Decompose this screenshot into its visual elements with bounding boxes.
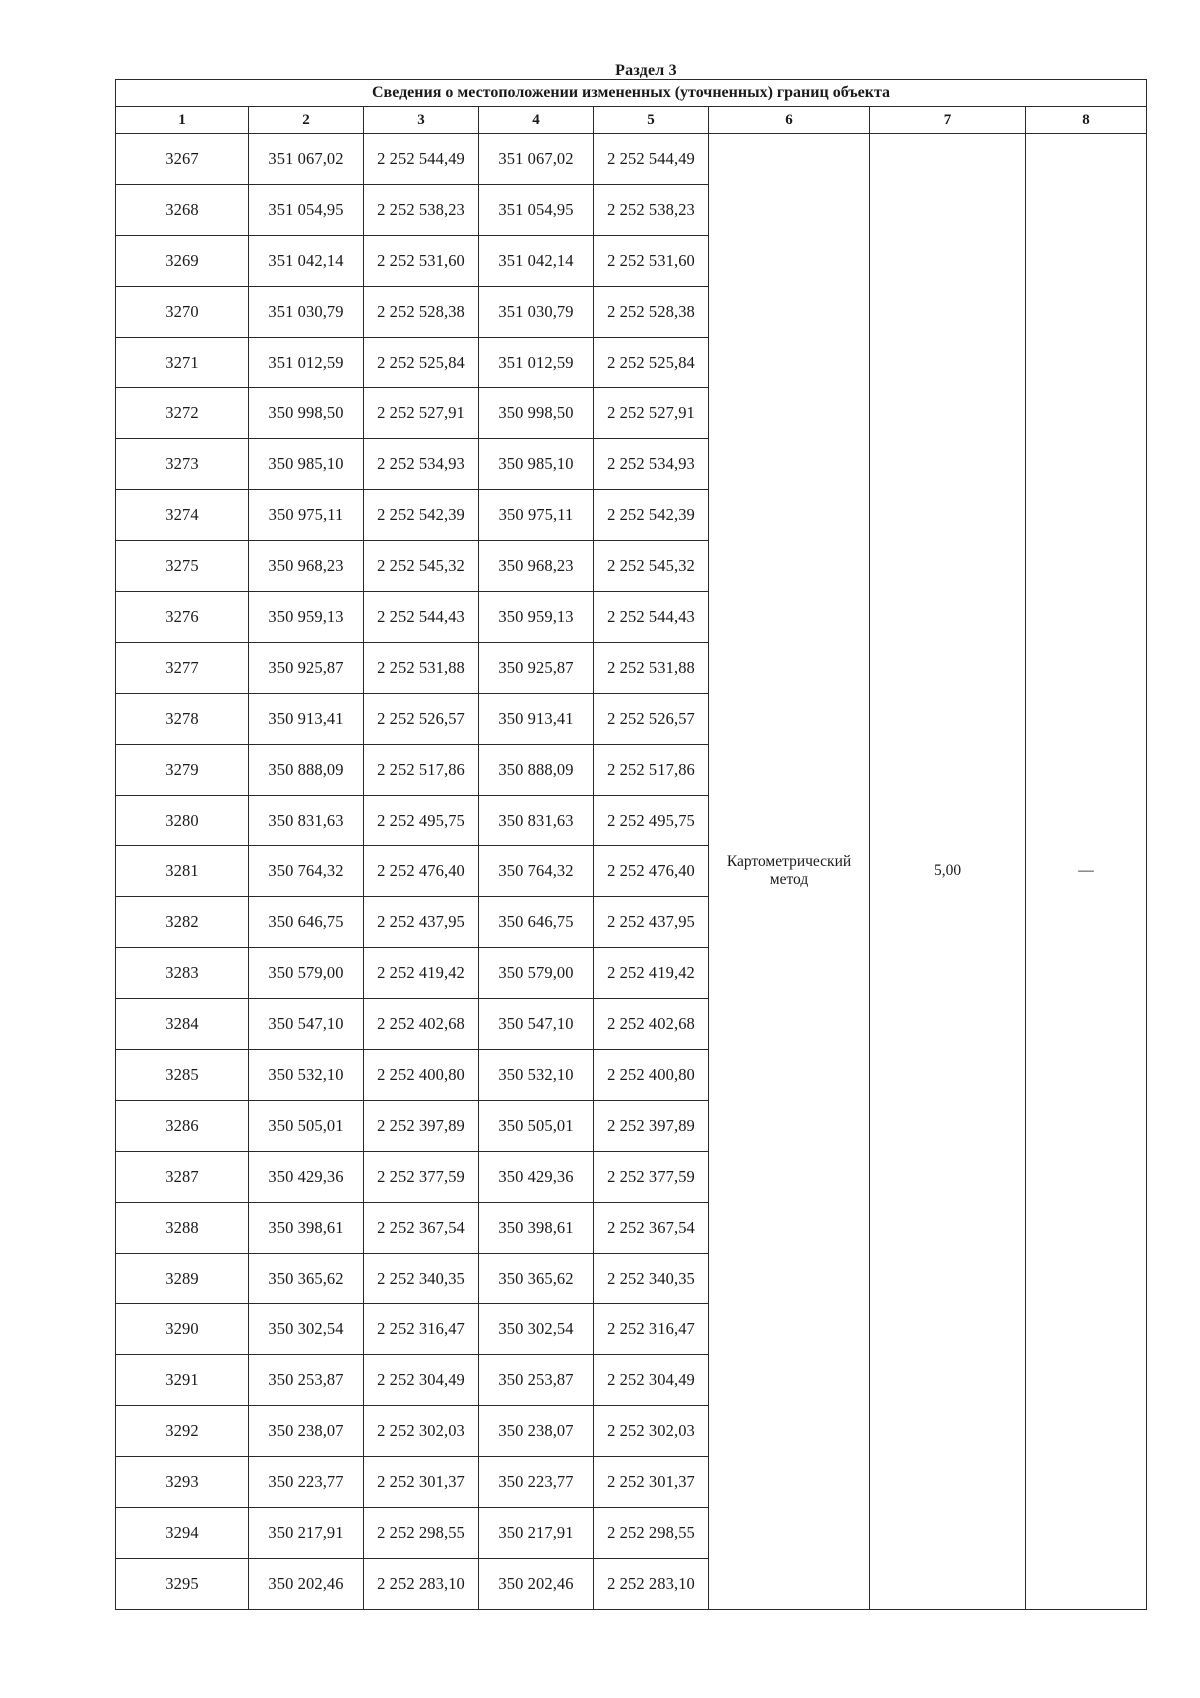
refined-x-cell: 350 429,36 (479, 1151, 594, 1202)
refined-x-cell: 350 831,63 (479, 795, 594, 846)
refined-x-cell: 350 505,01 (479, 1100, 594, 1151)
refined-y-cell: 2 252 476,40 (594, 846, 709, 897)
existing-x-cell: 350 831,63 (249, 795, 364, 846)
refined-x-cell: 350 913,41 (479, 693, 594, 744)
existing-y-cell: 2 252 534,93 (364, 439, 479, 490)
existing-y-cell: 2 252 316,47 (364, 1304, 479, 1355)
refined-x-cell: 350 925,87 (479, 642, 594, 693)
point-number-cell: 3293 (116, 1457, 249, 1508)
refined-y-cell: 2 252 538,23 (594, 184, 709, 235)
existing-x-cell: 351 030,79 (249, 286, 364, 337)
existing-y-cell: 2 252 526,57 (364, 693, 479, 744)
refined-y-cell: 2 252 304,49 (594, 1355, 709, 1406)
existing-y-cell: 2 252 531,60 (364, 235, 479, 286)
existing-x-cell: 350 223,77 (249, 1457, 364, 1508)
existing-y-cell: 2 252 527,91 (364, 388, 479, 439)
point-number-cell: 3276 (116, 592, 249, 643)
point-number-cell: 3277 (116, 642, 249, 693)
existing-x-cell: 350 968,23 (249, 541, 364, 592)
existing-y-cell: 2 252 304,49 (364, 1355, 479, 1406)
point-number-cell: 3283 (116, 948, 249, 999)
existing-y-cell: 2 252 419,42 (364, 948, 479, 999)
refined-x-cell: 350 253,87 (479, 1355, 594, 1406)
existing-x-cell: 350 925,87 (249, 642, 364, 693)
existing-x-cell: 350 985,10 (249, 439, 364, 490)
refined-y-cell: 2 252 545,32 (594, 541, 709, 592)
column-number: 1 (116, 107, 249, 134)
column-number-row (116, 107, 1147, 134)
point-number-cell: 3291 (116, 1355, 249, 1406)
point-number-cell: 3282 (116, 897, 249, 948)
point-number-cell: 3274 (116, 490, 249, 541)
refined-y-cell: 2 252 517,86 (594, 744, 709, 795)
refined-x-cell: 351 012,59 (479, 337, 594, 388)
refined-y-cell: 2 252 316,47 (594, 1304, 709, 1355)
refined-x-cell: 351 054,95 (479, 184, 594, 235)
existing-x-cell: 350 975,11 (249, 490, 364, 541)
refined-y-cell: 2 252 544,43 (594, 592, 709, 643)
existing-y-cell: 2 252 400,80 (364, 1050, 479, 1101)
refined-x-cell: 350 398,61 (479, 1202, 594, 1253)
existing-y-cell: 2 252 367,54 (364, 1202, 479, 1253)
refined-y-cell: 2 252 340,35 (594, 1253, 709, 1304)
point-number-cell: 3284 (116, 999, 249, 1050)
table-caption: Сведения о местоположении измененных (уточненных) границ объекта (116, 80, 1147, 107)
existing-x-cell: 351 042,14 (249, 235, 364, 286)
refined-y-cell: 2 252 302,03 (594, 1406, 709, 1457)
existing-x-cell: 350 429,36 (249, 1151, 364, 1202)
existing-x-cell: 350 238,07 (249, 1406, 364, 1457)
refined-y-cell: 2 252 437,95 (594, 897, 709, 948)
column-number: 6 (709, 107, 870, 134)
existing-y-cell: 2 252 298,55 (364, 1508, 479, 1559)
existing-x-cell: 350 959,13 (249, 592, 364, 643)
refined-x-cell: 351 042,14 (479, 235, 594, 286)
point-number-cell: 3275 (116, 541, 249, 592)
refined-y-cell: 2 252 495,75 (594, 795, 709, 846)
refined-y-cell: 2 252 377,59 (594, 1151, 709, 1202)
existing-x-cell: 350 888,09 (249, 744, 364, 795)
refined-y-cell: 2 252 526,57 (594, 693, 709, 744)
existing-y-cell: 2 252 542,39 (364, 490, 479, 541)
point-number-cell: 3285 (116, 1050, 249, 1101)
column-number: 8 (1026, 107, 1147, 134)
existing-x-cell: 350 764,32 (249, 846, 364, 897)
existing-x-cell: 351 067,02 (249, 134, 364, 185)
existing-y-cell: 2 252 525,84 (364, 337, 479, 388)
refined-y-cell: 2 252 400,80 (594, 1050, 709, 1101)
refined-x-cell: 350 223,77 (479, 1457, 594, 1508)
existing-y-cell: 2 252 397,89 (364, 1100, 479, 1151)
existing-x-cell: 350 547,10 (249, 999, 364, 1050)
refined-y-cell: 2 252 544,49 (594, 134, 709, 185)
existing-y-cell: 2 252 377,59 (364, 1151, 479, 1202)
existing-y-cell: 2 252 544,49 (364, 134, 479, 185)
point-number-cell: 3294 (116, 1508, 249, 1559)
refined-x-cell: 351 067,02 (479, 134, 594, 185)
point-number-cell: 3286 (116, 1100, 249, 1151)
point-number-cell: 3268 (116, 184, 249, 235)
refined-y-cell: 2 252 531,60 (594, 235, 709, 286)
refined-x-cell: 350 764,32 (479, 846, 594, 897)
point-number-cell: 3278 (116, 693, 249, 744)
accuracy-cell: 5,00 (870, 134, 1026, 1610)
existing-y-cell: 2 252 528,38 (364, 286, 479, 337)
refined-x-cell: 350 302,54 (479, 1304, 594, 1355)
existing-y-cell: 2 252 495,75 (364, 795, 479, 846)
refined-y-cell: 2 252 531,88 (594, 642, 709, 693)
refined-x-cell: 350 365,62 (479, 1253, 594, 1304)
column-number: 7 (870, 107, 1026, 134)
refined-x-cell: 350 975,11 (479, 490, 594, 541)
description-cell: — (1026, 134, 1147, 1610)
point-number-cell: 3269 (116, 235, 249, 286)
existing-y-cell: 2 252 545,32 (364, 541, 479, 592)
existing-y-cell: 2 252 531,88 (364, 642, 479, 693)
existing-x-cell: 350 646,75 (249, 897, 364, 948)
refined-y-cell: 2 252 397,89 (594, 1100, 709, 1151)
existing-y-cell: 2 252 517,86 (364, 744, 479, 795)
refined-y-cell: 2 252 534,93 (594, 439, 709, 490)
existing-y-cell: 2 252 302,03 (364, 1406, 479, 1457)
refined-x-cell: 350 985,10 (479, 439, 594, 490)
refined-x-cell: 350 579,00 (479, 948, 594, 999)
point-number-cell: 3288 (116, 1202, 249, 1253)
existing-x-cell: 351 012,59 (249, 337, 364, 388)
existing-x-cell: 350 913,41 (249, 693, 364, 744)
refined-x-cell: 350 646,75 (479, 897, 594, 948)
existing-x-cell: 350 365,62 (249, 1253, 364, 1304)
existing-y-cell: 2 252 437,95 (364, 897, 479, 948)
point-number-cell: 3280 (116, 795, 249, 846)
existing-y-cell: 2 252 283,10 (364, 1558, 479, 1609)
refined-x-cell: 350 238,07 (479, 1406, 594, 1457)
column-number: 5 (594, 107, 709, 134)
column-number: 3 (364, 107, 479, 134)
existing-y-cell: 2 252 544,43 (364, 592, 479, 643)
refined-y-cell: 2 252 419,42 (594, 948, 709, 999)
point-number-cell: 3281 (116, 846, 249, 897)
refined-y-cell: 2 252 525,84 (594, 337, 709, 388)
refined-y-cell: 2 252 298,55 (594, 1508, 709, 1559)
existing-x-cell: 350 217,91 (249, 1508, 364, 1559)
existing-x-cell: 350 505,01 (249, 1100, 364, 1151)
method-cell: Картометрический метод (709, 134, 870, 1610)
section-title: Раздел 3 (615, 62, 677, 79)
point-number-cell: 3287 (116, 1151, 249, 1202)
existing-x-cell: 350 532,10 (249, 1050, 364, 1101)
refined-x-cell: 350 532,10 (479, 1050, 594, 1101)
column-number: 2 (249, 107, 364, 134)
point-number-cell: 3267 (116, 134, 249, 185)
refined-y-cell: 2 252 367,54 (594, 1202, 709, 1253)
existing-x-cell: 350 202,46 (249, 1558, 364, 1609)
point-number-cell: 3279 (116, 744, 249, 795)
point-number-cell: 3289 (116, 1253, 249, 1304)
existing-x-cell: 350 398,61 (249, 1202, 364, 1253)
point-number-cell: 3271 (116, 337, 249, 388)
point-number-cell: 3272 (116, 388, 249, 439)
existing-x-cell: 350 253,87 (249, 1355, 364, 1406)
existing-y-cell: 2 252 538,23 (364, 184, 479, 235)
refined-x-cell: 350 547,10 (479, 999, 594, 1050)
existing-x-cell: 350 579,00 (249, 948, 364, 999)
refined-x-cell: 351 030,79 (479, 286, 594, 337)
existing-y-cell: 2 252 301,37 (364, 1457, 479, 1508)
existing-x-cell: 350 998,50 (249, 388, 364, 439)
refined-y-cell: 2 252 301,37 (594, 1457, 709, 1508)
column-number: 4 (479, 107, 594, 134)
point-number-cell: 3290 (116, 1304, 249, 1355)
point-number-cell: 3270 (116, 286, 249, 337)
point-number-cell: 3292 (116, 1406, 249, 1457)
refined-x-cell: 350 959,13 (479, 592, 594, 643)
refined-y-cell: 2 252 283,10 (594, 1558, 709, 1609)
existing-x-cell: 351 054,95 (249, 184, 364, 235)
table-body (116, 134, 1147, 1610)
refined-y-cell: 2 252 528,38 (594, 286, 709, 337)
refined-x-cell: 350 968,23 (479, 541, 594, 592)
existing-x-cell: 350 302,54 (249, 1304, 364, 1355)
refined-y-cell: 2 252 542,39 (594, 490, 709, 541)
existing-y-cell: 2 252 402,68 (364, 999, 479, 1050)
refined-x-cell: 350 202,46 (479, 1558, 594, 1609)
refined-x-cell: 350 217,91 (479, 1508, 594, 1559)
refined-x-cell: 350 998,50 (479, 388, 594, 439)
existing-y-cell: 2 252 340,35 (364, 1253, 479, 1304)
point-number-cell: 3273 (116, 439, 249, 490)
refined-x-cell: 350 888,09 (479, 744, 594, 795)
refined-y-cell: 2 252 402,68 (594, 999, 709, 1050)
table-row (116, 134, 1147, 185)
refined-y-cell: 2 252 527,91 (594, 388, 709, 439)
boundary-coordinates-table (115, 79, 1147, 1610)
point-number-cell: 3295 (116, 1558, 249, 1609)
existing-y-cell: 2 252 476,40 (364, 846, 479, 897)
